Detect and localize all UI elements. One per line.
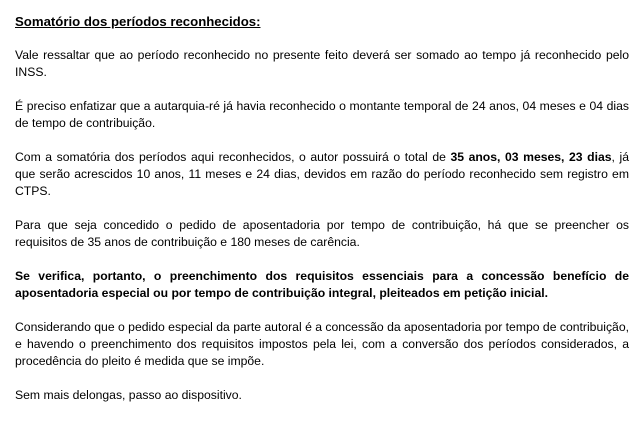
paragraph-total-period-after: , já que serão acrescidos 10 anos, 11 meses e 24 dias, devidos em razão do período reconhecido sem registro em CTPS. bbox=[15, 150, 629, 198]
document-body bbox=[15, 13, 629, 421]
paragraph-prior-recognition: É preciso enfatizar que a autarquia-ré já havia reconhecido o montante temporal de 24 anos, 04 meses e 04 dias de tempo de contribuição. bbox=[15, 99, 629, 130]
paragraph-total-period bbox=[15, 149, 629, 200]
paragraph-inss-note: Vale ressaltar que ao período reconhecido no presente feito deverá ser somado ao tempo já reconhecido pelo INSS. bbox=[15, 48, 629, 79]
paragraph-final: Sem mais delongas, passo ao dispositivo. bbox=[15, 388, 242, 402]
paragraph-conclusion-bold: Se verifica, portanto, o preenchimento dos requisitos essenciais para a concessão benefício de aposentadoria especial ou por tempo de contribuição integral, pleiteados em petição inicial. bbox=[15, 269, 629, 300]
total-period-emphasis: 35 anos, 03 meses, 23 dias bbox=[450, 150, 612, 164]
paragraph-total-period-before: Com a somatória dos períodos aqui reconhecidos, o autor possuirá o total de bbox=[15, 150, 451, 164]
section-heading: Somatório dos períodos reconhecidos: bbox=[15, 14, 261, 29]
paragraph-requirements: Para que seja concedido o pedido de aposentadoria por tempo de contribuição, há que se preencher os requisitos de 35 anos de contribuição e 180 meses de carência. bbox=[15, 218, 629, 249]
paragraph-considering: Considerando que o pedido especial da parte autoral é a concessão da aposentadoria por tempo de contribuição, e havendo o preenchimento dos requisitos impostos pela lei, com a conversão dos períodos considerados, a procedência do pleito é medida que se impõe. bbox=[15, 320, 629, 368]
